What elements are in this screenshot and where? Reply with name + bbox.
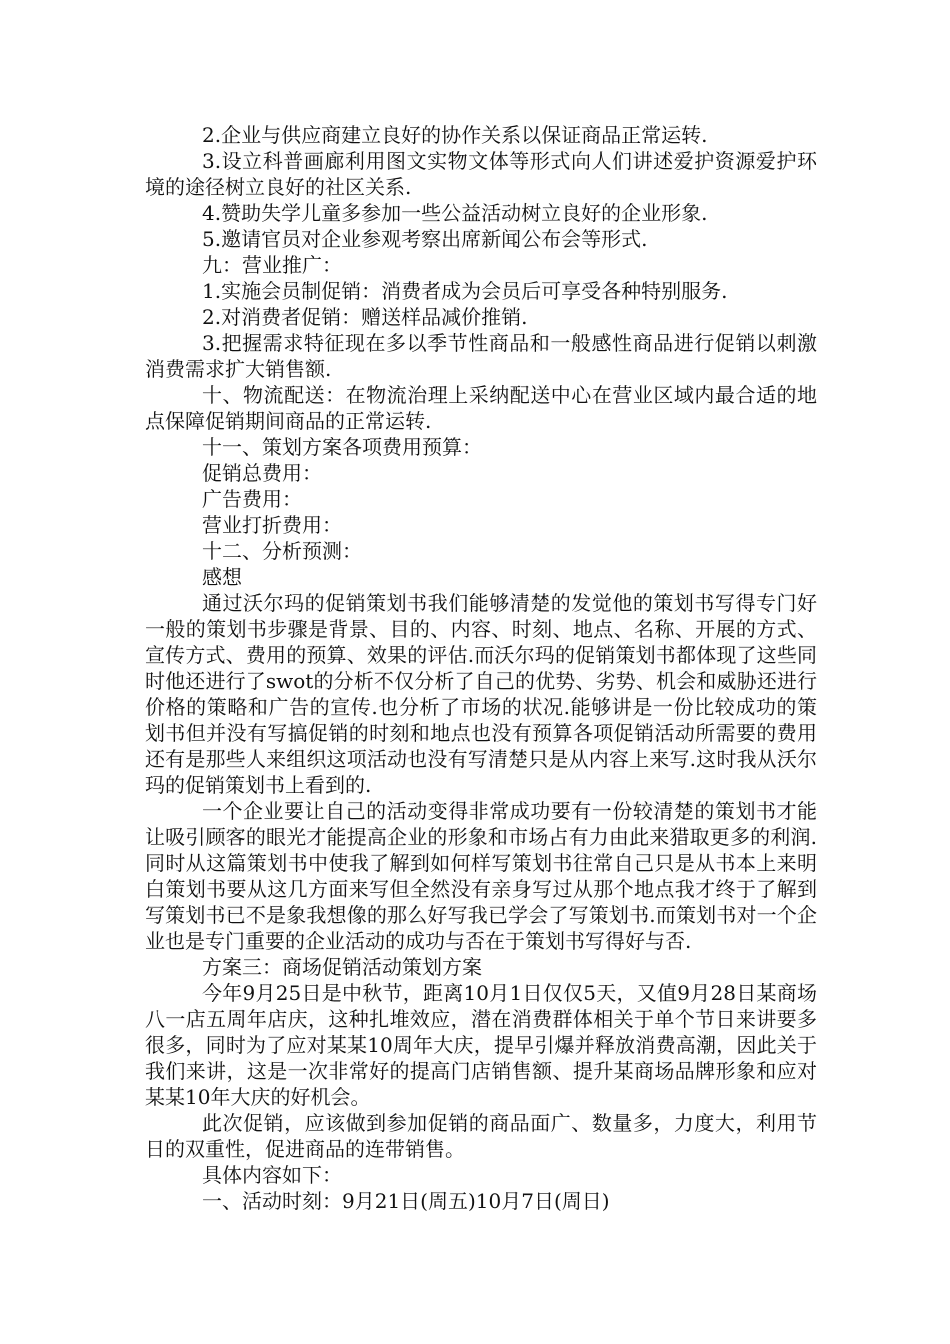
paragraph: 今年9月25日是中秋节，距离10月1日仅仅5天，又值9月28日某商场八一店五周年店庆，这种扎堆效应，潜在消费群体相关于单个节日来讲要多很多，同时为了应对某某10周年大庆，提早引爆并释放消费高潮，因此关于我们来讲，这是一次非常好的提高门店销售额、提升某商场品牌形象和应对某某10年大庆的好机会。 (145, 981, 817, 1109)
paragraph: 一、活动时刻：9月21日(周五)10月7日(周日) (202, 1189, 610, 1213)
section-heading: 感想 (202, 565, 242, 589)
section-heading: 十二、分析预测： (202, 539, 362, 563)
section-heading: 十一、策划方案各项费用预算： (202, 435, 482, 459)
paragraph: 2.对消费者促销：赠送样品减价推销. (202, 305, 528, 329)
section-heading: 九：营业推广： (202, 253, 342, 277)
paragraph: 5.邀请官员对企业参观考察出席新闻公布会等形式. (202, 227, 648, 251)
paragraph: 广告费用： (202, 487, 302, 511)
paragraph: 促销总费用： (202, 461, 322, 485)
paragraph: 2.企业与供应商建立良好的协作关系以保证商品正常运转. (202, 123, 708, 147)
paragraph: 营业打折费用： (202, 513, 342, 537)
paragraph: 十、物流配送：在物流治理上采纳配送中心在营业区域内最合适的地点保障促销期间商品的正常运转. (145, 383, 817, 433)
paragraph: 1.实施会员制促销：消费者成为会员后可享受各种特别服务. (202, 279, 728, 303)
paragraph: 一个企业要让自己的活动变得非常成功要有一份较清楚的策划书才能让吸引顾客的眼光才能提高企业的形象和市场占有力由此来猎取更多的利润.同时从这篇策划书中使我了解到如何样写策划书往常自己只是从书本上来明白策划书要从这几方面来写但全然没有亲身写过从那个地点我才终于了解到写策划书已不是象我想像的那么好写我已学会了写策划书.而策划书对一个企业也是专门重要的企业活动的成功与否在于策划书写得好与否. (145, 799, 817, 953)
document-body (145, 122, 817, 1214)
paragraph: 此次促销，应该做到参加促销的商品面广、数量多，力度大，利用节日的双重性，促进商品的连带销售。 (145, 1111, 817, 1161)
paragraph: 3.设立科普画廊利用图文实物文体等形式向人们讲述爱护资源爱护环境的途径树立良好的社区关系. (145, 149, 817, 199)
paragraph: 具体内容如下： (202, 1163, 342, 1187)
paragraph: 4.赞助失学儿童多参加一些公益活动树立良好的企业形象. (202, 201, 708, 225)
paragraph: 通过沃尔玛的促销策划书我们能够清楚的发觉他的策划书写得专门好一般的策划书步骤是背景、目的、内容、时刻、地点、名称、开展的方式、宣传方式、费用的预算、效果的评估.而沃尔玛的促销策划书都体现了这些同时他还进行了swot的分析不仅分析了自己的优势、劣势、机会和威胁还进行价格的策略和广告的宣传.也分析了市场的状况.能够讲是一份比较成功的策划书但并没有写搞促销的时刻和地点也没有预算各项促销活动所需要的费用还有是那些人来组织这项活动也没有写清楚只是从内容上来写.这时我从沃尔玛的促销策划书上看到的. (145, 591, 817, 797)
paragraph: 3.把握需求特征现在多以季节性商品和一般感性商品进行促销以刺激消费需求扩大销售额. (145, 331, 817, 381)
section-heading: 方案三：商场促销活动策划方案 (202, 955, 482, 979)
